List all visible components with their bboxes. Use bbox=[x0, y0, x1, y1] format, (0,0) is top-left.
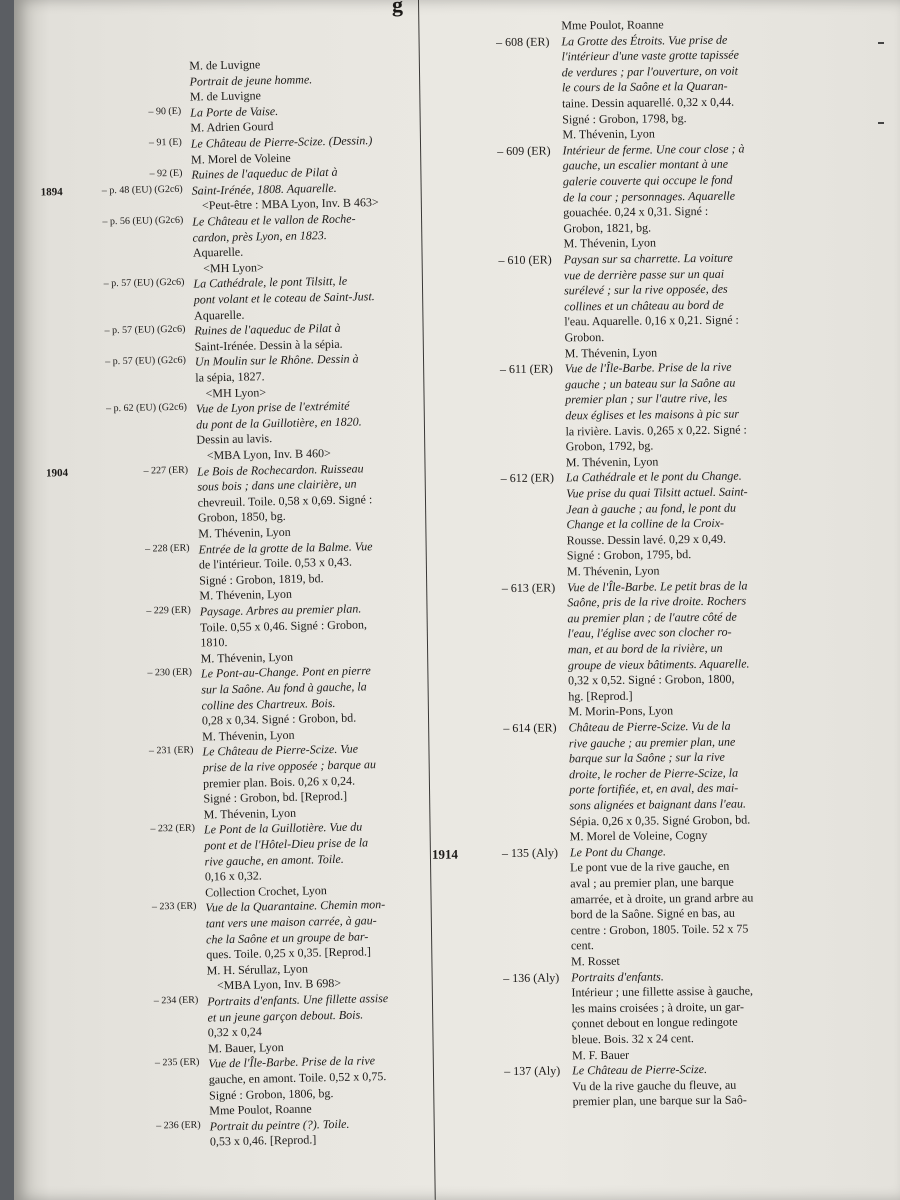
entry-description bbox=[192, 179, 409, 214]
entry-title-line: Saône, pris de la rive droite. Rochers bbox=[567, 593, 747, 610]
right-column bbox=[409, 0, 832, 1200]
entry-detail-line: M. F. Bauer bbox=[571, 1047, 630, 1062]
entry-detail-line: M. Thévenin, Lyon bbox=[563, 235, 657, 251]
entry-title-line: de la cour ; personnages. Aquarelle bbox=[562, 188, 736, 204]
entry-detail-line: premier plan, une barque sur la Saô- bbox=[572, 1092, 747, 1109]
entry-detail-line: aval ; au premier plan, une barque bbox=[570, 874, 734, 891]
entry-title-line: Le Château de Pierre-Scize. Vue bbox=[202, 741, 359, 759]
entry-title-line: groupe de vieux bâtiments. Aquarelle. bbox=[567, 656, 750, 672]
entry-title-line: porte fortifiée, et, en aval, des mai- bbox=[569, 780, 739, 797]
catalog-entry bbox=[23, 460, 414, 545]
entry-title-line: Intérieur de ferme. Une cour close ; à bbox=[562, 141, 745, 158]
entry-detail-line: Signé : Grobon, 1798, bg. bbox=[562, 110, 687, 126]
entry-reference: – p. 57 (EU) (G2c6) bbox=[103, 277, 185, 290]
entry-title-line: man, et au bord de la rivière, un bbox=[567, 640, 723, 657]
entry-title-line: collines et un château au bord de bbox=[564, 297, 724, 314]
entry-title-line: Paysage. Arbres au premier plan. bbox=[199, 601, 362, 619]
entry-reference: – 227 (ER) bbox=[143, 464, 189, 477]
entry-detail-line: çonnet debout en longue redingote bbox=[571, 1014, 738, 1031]
entry-title-line: Portraits d'enfants. bbox=[571, 968, 664, 984]
entry-reference: – 611 (ER) bbox=[499, 361, 553, 377]
entry-detail-line: Mme Poulot, Roanne bbox=[561, 17, 664, 33]
entry-description bbox=[207, 990, 424, 1057]
entry-title-line: Paysan sur sa charrette. La voiture bbox=[563, 250, 733, 267]
entry-title-line: vue de derrière passe sur un quai bbox=[563, 266, 725, 282]
entry-detail-line: M. Rosset bbox=[571, 953, 620, 969]
entry-reference: – 608 (ER) bbox=[496, 34, 550, 49]
catalog-entry bbox=[15, 55, 406, 109]
entry-title-line: l'eau, l'église avec son clocher ro- bbox=[567, 625, 732, 641]
entry-title-line: La Cathédrale et le pont du Change. bbox=[565, 468, 742, 485]
entry-title-line: Entrée de la grotte de la Balme. Vue bbox=[198, 538, 373, 557]
book-page bbox=[14, 0, 900, 1200]
entry-title-line: prise de la rive opposée ; barque au bbox=[202, 757, 377, 775]
entry-title-line: Le Pont-au-Change. Pont en pierre bbox=[200, 663, 371, 681]
entry-title-line: La Porte de Vaise. bbox=[190, 103, 279, 120]
entry-description bbox=[198, 538, 415, 605]
entry-detail-line: bleue. Bois. 32 x 24 cent. bbox=[571, 1031, 694, 1047]
entry-title-line: gauche, un escalier montant à une bbox=[562, 157, 729, 173]
entry-title-line: Le Château de Pierre-Scize. bbox=[572, 1062, 708, 1078]
catalog-entry bbox=[415, 577, 826, 722]
entry-detail-line: Intérieur ; une fillette assise à gauche, bbox=[571, 983, 754, 1000]
catalog-entry bbox=[409, 31, 820, 144]
entry-reference: – 236 (ER) bbox=[156, 1119, 201, 1132]
left-column bbox=[14, 0, 427, 1200]
entry-title-line: Vue de l'Île-Barbe. Le petit bras de la bbox=[567, 578, 748, 594]
entry-reference: – 136 (Aly) bbox=[503, 970, 560, 985]
entry-reference: – 234 (ER) bbox=[153, 994, 199, 1007]
entry-title-line: du pont de la Guillotière, en 1820. bbox=[196, 414, 362, 432]
entry-title-line: Vue de l'Île-Barbe. Prise de la rive bbox=[208, 1053, 376, 1071]
entry-detail-line: gauche, en amont. Toile. 0,52 x 0,75. bbox=[208, 1069, 387, 1087]
entry-title-line: Ruines de l'aqueduc de Pilat à bbox=[191, 165, 338, 182]
catalog-entry bbox=[28, 741, 419, 826]
entry-description bbox=[205, 897, 423, 995]
catalog-entry bbox=[26, 600, 417, 670]
entry-reference: – 137 (Aly) bbox=[504, 1063, 561, 1079]
catalog-entry bbox=[27, 663, 418, 748]
catalog-entry bbox=[22, 398, 413, 468]
entry-reference: – 230 (ER) bbox=[147, 667, 193, 679]
entry-title-line: Vue de l'Île-Barbe. Prise de la rive bbox=[564, 359, 732, 376]
entry-detail-line: M. H. Sérullaz, Lyon bbox=[206, 961, 309, 978]
entry-detail-line: chevreuil. Toile. 0,58 x 0,69. Signé : bbox=[197, 491, 373, 510]
entry-description bbox=[567, 577, 826, 720]
entry-title-line: Saint-Irénée, 1808. Aquarelle. bbox=[191, 180, 337, 198]
entry-year: 1914 bbox=[431, 846, 459, 862]
entry-detail-line: Toile. 0,55 x 0,46. Signé : Grobon, bbox=[199, 616, 368, 635]
entry-title-line: Le Château de Pierre-Scize. (Dessin.) bbox=[190, 133, 373, 151]
entry-detail-line: Grobon. bbox=[564, 329, 605, 345]
entry-title-line: Vue de Lyon prise de l'extrémité bbox=[195, 398, 350, 416]
entry-reference: – 90 (E) bbox=[148, 105, 182, 118]
entry-reference: – p. 56 (EU) (G2c6) bbox=[102, 214, 184, 228]
entry-title-line: Le Pont du Change. bbox=[569, 844, 667, 860]
entry-detail-line: la sépia, 1827. bbox=[195, 369, 265, 385]
entry-description bbox=[189, 55, 406, 106]
entry-reference: – 92 (E) bbox=[149, 167, 183, 180]
entry-description bbox=[208, 1053, 425, 1120]
entry-reference: – p. 62 (EU) (G2c6) bbox=[105, 401, 187, 415]
entry-detail-line: l'eau. Aquarelle. 0,16 x 0,21. Signé : bbox=[564, 312, 739, 329]
entry-title-line: sur la Saône. Au fond à gauche, la bbox=[201, 679, 367, 697]
entry-title-line: pont volant et le coteau de Saint-Just. bbox=[193, 289, 375, 307]
entry-description bbox=[195, 351, 412, 402]
entry-detail-line: 0,32 x 0,52. Signé : Grobon, 1800, bbox=[568, 671, 735, 688]
entry-reference: – 613 (ER) bbox=[501, 580, 556, 595]
entry-description bbox=[569, 718, 828, 845]
entry-title-line: rive gauche, en amont. Toile. bbox=[204, 851, 344, 869]
entry-title-line: cardon, près Lyon, en 1823. bbox=[192, 227, 327, 245]
entry-detail-line: Grobon, 1850, bg. bbox=[197, 509, 286, 525]
entry-title-line: le cours de la Saône et la Quaran- bbox=[561, 79, 728, 95]
entry-reference: – p. 48 (EU) (G2c6) bbox=[101, 183, 183, 197]
entry-reference: – p. 57 (EU) (G2c6) bbox=[105, 355, 187, 368]
entry-title-line: surélevé ; sur la rive opposée, des bbox=[563, 281, 728, 298]
entry-title-line: Vue prise du quai Tilsitt actuel. Saint- bbox=[566, 484, 748, 501]
entry-description bbox=[193, 273, 410, 324]
entry-detail-line: M. Morel de Voleine bbox=[190, 150, 291, 167]
entry-title-line: et un jeune garçon debout. Bois. bbox=[207, 1007, 364, 1025]
entry-detail-line: <MBA Lyon, Inv. B 460> bbox=[206, 445, 331, 463]
entry-detail-line: Le pont vue de la rive gauche, en bbox=[570, 859, 730, 875]
entry-detail-line: 0,53 x 0,46. [Reprod.] bbox=[209, 1132, 317, 1149]
catalog-entry bbox=[18, 210, 409, 280]
catalog-entry bbox=[419, 967, 830, 1065]
entry-detail-line: M. de Luvigne bbox=[189, 88, 262, 104]
entry-detail-line: M. Bauer, Lyon bbox=[208, 1039, 284, 1056]
entry-detail-line: M. Thévenin, Lyon bbox=[200, 649, 294, 666]
entry-description bbox=[565, 359, 824, 471]
entry-title-line: sons alignées et baignant dans l'eau. bbox=[569, 796, 747, 813]
entry-detail-line: 1810. bbox=[200, 635, 228, 650]
catalog-entry bbox=[33, 990, 424, 1060]
catalog-entry bbox=[420, 1061, 830, 1112]
catalog-entry bbox=[24, 538, 415, 608]
entry-detail-line: Aquarelle. bbox=[192, 244, 244, 260]
entry-detail-line: Rousse. Dessin lavé. 0,29 x 0,49. bbox=[566, 531, 727, 548]
entry-description bbox=[194, 320, 411, 355]
entry-detail-line: ques. Toile. 0,25 x 0,35. [Reprod.] bbox=[206, 944, 372, 962]
entry-description bbox=[563, 140, 822, 252]
entry-detail-line: <MH Lyon> bbox=[203, 260, 264, 276]
entry-detail-line: centre : Grobon, 1805. Toile. 52 x 75 bbox=[570, 921, 749, 938]
entry-detail-line: Signé : Grobon, 1819, bd. bbox=[199, 570, 324, 588]
entry-detail-line: Dessin au lavis. bbox=[196, 431, 273, 447]
entry-detail-line: <Peut-être : MBA Lyon, Inv. B 463> bbox=[201, 195, 379, 213]
entry-detail-line: M. Thévenin, Lyon bbox=[198, 524, 291, 541]
entry-reference: – 229 (ER) bbox=[146, 604, 191, 617]
catalog-entry bbox=[34, 1053, 425, 1123]
entry-reference: – 609 (ER) bbox=[497, 143, 551, 158]
entry-detail-line: M. de Luvigne bbox=[189, 57, 261, 73]
entry-title-line: au premier plan ; de l'autre côté de bbox=[567, 609, 737, 626]
entry-detail-line: Signé : Grobon, bd. [Reprod.] bbox=[203, 788, 348, 806]
entry-detail-line: Aquarelle. bbox=[193, 307, 245, 323]
entry-detail-line: Sépia. 0,26 x 0,35. Signé Grobon, bd. bbox=[569, 812, 751, 828]
entry-reference: – p. 57 (EU) (G2c6) bbox=[104, 323, 186, 337]
entry-description bbox=[204, 819, 421, 901]
entry-title-line: Un Moulin sur le Rhône. Dessin à bbox=[194, 351, 359, 369]
page-edge-mark bbox=[878, 42, 884, 44]
entry-description bbox=[196, 398, 413, 465]
entry-detail-line: taine. Dessin aquarellé. 0,32 x 0,44. bbox=[562, 94, 735, 111]
entry-title-line: Portrait de jeune homme. bbox=[189, 71, 313, 89]
entry-detail-line: M. Thévenin, Lyon bbox=[199, 587, 293, 603]
entry-detail-line: cent. bbox=[570, 938, 594, 953]
entry-reference: – 135 (Aly) bbox=[501, 845, 559, 860]
entry-reference: – 233 (ER) bbox=[151, 901, 197, 913]
entry-detail-line: <MBA Lyon, Inv. B 698> bbox=[216, 976, 342, 993]
entry-detail-line: 0,28 x 0,34. Signé : Grobon, bd. bbox=[201, 710, 357, 728]
entry-detail-line: les mains croisées ; à droite, un gar- bbox=[571, 999, 745, 1016]
catalog-entry bbox=[418, 842, 829, 971]
entry-title-line: rive gauche ; au premier plan, une bbox=[568, 734, 736, 750]
entry-detail-line: Mme Poulot, Roanne bbox=[209, 1101, 312, 1118]
catalog-entry bbox=[417, 718, 828, 847]
entry-title-line: tant vers une maison carrée, à gau- bbox=[205, 913, 377, 931]
entry-title-line: de verdures ; par l'ouverture, on voit bbox=[561, 63, 739, 80]
entry-title-line: che la Saône et un groupe de bar- bbox=[205, 928, 369, 947]
entry-title-line: Portraits d'enfants. Une fillette assise bbox=[207, 991, 389, 1009]
entry-title-line: Le Bois de Rochecardon. Ruisseau bbox=[196, 460, 364, 479]
entry-title-line: galerie couverte qui occupe le fond bbox=[562, 172, 733, 189]
entry-title-line: Le Château et le vallon de Roche- bbox=[192, 211, 356, 229]
entry-description bbox=[210, 1115, 427, 1150]
entry-year: 1904 bbox=[45, 466, 69, 480]
entry-title-line: Château de Pierre-Scize. Vu de la bbox=[568, 718, 731, 735]
entry-description bbox=[201, 663, 418, 745]
entry-detail-line: de l'intérieur. Toile. 0,53 x 0,43. bbox=[198, 554, 353, 572]
entry-description bbox=[200, 600, 417, 667]
entry-detail-line: M. Thévenin, Lyon bbox=[203, 805, 297, 822]
entry-title-line: Jean à gauche ; au fond, le pont du bbox=[566, 500, 737, 516]
entry-description bbox=[192, 210, 409, 277]
entry-detail-line: la rivière. Lavis. 0,265 x 0,22. Signé : bbox=[565, 422, 747, 438]
entry-detail-line: <MH Lyon> bbox=[205, 384, 267, 400]
entry-description bbox=[561, 31, 820, 143]
entry-description bbox=[197, 460, 414, 542]
entry-description bbox=[571, 967, 830, 1063]
catalog-entry bbox=[36, 1115, 427, 1154]
entry-reference: – 91 (E) bbox=[148, 136, 182, 149]
entry-title-line: Ruines de l'aqueduc de Pilat à bbox=[194, 320, 341, 338]
entry-description bbox=[570, 842, 829, 969]
entry-detail-line: M. Thévenin, Lyon bbox=[565, 454, 659, 470]
entry-detail-line: bord de la Saône. Signé en bas, au bbox=[570, 905, 735, 922]
entry-description bbox=[564, 250, 823, 362]
entry-detail-line: Signé : Grobon, 1806, bg. bbox=[208, 1085, 334, 1103]
entry-detail-line: M. Thévenin, Lyon bbox=[564, 344, 658, 360]
entry-reference: – 610 (ER) bbox=[498, 252, 552, 268]
entry-detail-line: M. Thévenin, Lyon bbox=[562, 126, 655, 142]
entry-title-line: Le Pont de la Guillotière. Vue du bbox=[203, 819, 363, 837]
entry-title-line: droite, le rocher de Pierre-Scize, la bbox=[569, 765, 739, 782]
entry-detail-line: Grobon, 1792, bg. bbox=[565, 438, 654, 454]
entry-detail-line: amarrée, et à droite, un grand arbre au bbox=[570, 890, 754, 906]
entry-detail-line: Collection Crochet, Lyon bbox=[205, 882, 327, 900]
entry-title-line: La Grotte des Étroits. Vue prise de bbox=[561, 32, 728, 48]
entry-title-line: sous bois ; dans une clairière, un bbox=[197, 476, 357, 494]
catalog-entry bbox=[30, 819, 421, 904]
entry-detail-line: hg. [Reprod.] bbox=[568, 688, 633, 704]
entry-title-line: Vue de la Quarantaine. Chemin mon- bbox=[205, 897, 386, 915]
entry-reference: – 231 (ER) bbox=[148, 745, 194, 757]
entry-title-line: barque sur la Saône ; sur la rive bbox=[568, 749, 725, 766]
entry-reference: – 232 (ER) bbox=[150, 823, 196, 835]
entry-reference: – 235 (ER) bbox=[154, 1057, 200, 1069]
entry-reference: – 228 (ER) bbox=[144, 542, 190, 555]
entry-year: 1894 bbox=[40, 185, 63, 199]
page-edge-mark bbox=[878, 122, 884, 124]
entry-title-line: l'intérieur d'une vaste grotte tapissée bbox=[561, 47, 739, 64]
catalog-entry bbox=[413, 359, 824, 472]
entry-description bbox=[572, 1061, 830, 1110]
catalog-entry bbox=[19, 273, 410, 327]
entry-reference: – 612 (ER) bbox=[500, 470, 555, 486]
entry-detail-line: premier plan. Bois. 0,26 x 0,24. bbox=[202, 773, 356, 791]
entry-title-line: gauche ; un bateau sur la Saône au bbox=[564, 375, 736, 392]
entry-detail-line: Grobon, 1821, bg. bbox=[563, 220, 652, 236]
entry-reference: – 614 (ER) bbox=[503, 720, 557, 736]
entry-description bbox=[191, 132, 408, 167]
entry-title-line: premier plan ; sur l'autre rive, les bbox=[565, 391, 728, 407]
entry-title-line: colline des Chartreux. Bois. bbox=[201, 695, 336, 713]
catalog-entry bbox=[411, 140, 822, 253]
entry-description bbox=[190, 101, 407, 136]
entry-detail-line: 0,32 x 0,24 bbox=[207, 1024, 262, 1040]
entry-title-line: deux églises et les maisons à pic sur bbox=[565, 406, 740, 423]
entry-detail-line: M. Morin-Pons, Lyon bbox=[568, 703, 674, 719]
entry-detail-line: gouachée. 0,24 x 0,31. Signé : bbox=[563, 204, 709, 220]
entry-description bbox=[202, 741, 419, 823]
entry-detail-line: Vu de la rive gauche du fleuve, au bbox=[572, 1077, 737, 1094]
entry-title-line: pont et de l'Hôtel-Dieu prise de la bbox=[204, 835, 369, 853]
catalog-entry bbox=[412, 250, 823, 363]
entry-description bbox=[566, 468, 825, 580]
catalog-entry bbox=[414, 468, 825, 581]
entry-title-line: La Cathédrale, le pont Tilsitt, le bbox=[193, 274, 348, 291]
entry-detail-line: 0,16 x 0,32. bbox=[204, 868, 262, 884]
catalog-entry bbox=[31, 897, 423, 998]
entry-detail-line: M. Adrien Gourd bbox=[190, 119, 274, 136]
entry-detail-line: M. Morel de Voleine, Cogny bbox=[569, 828, 708, 844]
entry-title-line: Portrait du peintre (?). Toile. bbox=[209, 1116, 350, 1134]
entry-detail-line: M. Thévenin, Lyon bbox=[202, 727, 295, 744]
entry-title-line: Change et la colline de la Croix- bbox=[566, 515, 725, 532]
entry-detail-line: Signé : Grobon, 1795, bd. bbox=[566, 547, 692, 563]
entry-detail-line: Saint-Irénée. Dessin à la sépia. bbox=[194, 336, 343, 354]
page-header-fragment: g bbox=[392, 0, 403, 17]
catalog-entry bbox=[21, 351, 412, 405]
entry-detail-line: M. Thévenin, Lyon bbox=[566, 563, 660, 579]
